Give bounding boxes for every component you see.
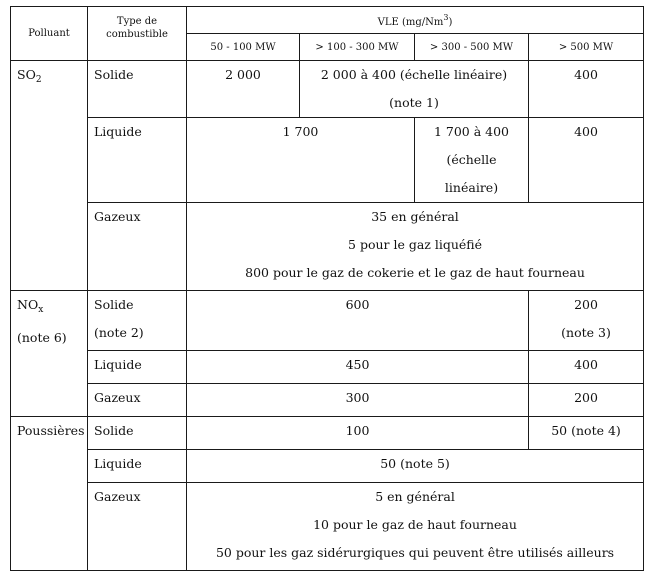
so2-solide-type: Solide <box>88 61 187 118</box>
so2-label: SO <box>17 67 36 82</box>
dust-liquide-row <box>11 450 644 483</box>
emission-limits-table <box>10 6 644 571</box>
so2-solide-v2: 2 000 à 400 (échelle linéaire) (note 1) <box>300 61 529 118</box>
dust-gazeux-line3: 50 pour les gaz sidérurgiques qui peuvent être utilisés ailleurs <box>215 545 615 560</box>
dust-liquide-v1: 50 (note 5) <box>187 450 644 483</box>
so2-gazeux-line1: 35 en général <box>371 209 459 224</box>
header-polluant <box>11 7 88 61</box>
dust-gazeux-type: Gazeux <box>88 483 187 571</box>
header-row-1 <box>11 7 644 34</box>
so2-gazeux-type: Gazeux <box>88 203 187 291</box>
nox-liquide-row <box>11 351 644 384</box>
nox-gazeux-row <box>11 384 644 417</box>
dust-solide-v2: 50 (note 4) <box>529 417 644 450</box>
so2-label-sub: 2 <box>35 75 42 85</box>
nox-gazeux-v1: 300 <box>187 384 529 417</box>
dust-solide-row <box>11 417 644 450</box>
header-vle-suffix: ) <box>448 17 453 28</box>
so2-liquide-v2-line2: (échelle linéaire) <box>444 152 499 195</box>
so2-solide-row <box>11 61 644 118</box>
header-type <box>88 7 187 61</box>
so2-label-cell <box>11 61 88 291</box>
dust-solide-v1: 100 <box>187 417 529 450</box>
so2-solide-v3: 400 <box>529 61 644 118</box>
dust-liquide-type: Liquide <box>88 450 187 483</box>
dust-gazeux-values <box>187 483 644 571</box>
nox-label-note: (note 6) <box>17 330 67 345</box>
nox-solide-v2-cell <box>529 291 644 351</box>
dust-label: Poussières <box>11 417 88 571</box>
nox-solide-v2: 200 <box>574 297 598 312</box>
dust-gazeux-row <box>11 483 644 571</box>
nox-solide-type-cell <box>88 291 187 351</box>
nox-liquide-v1: 450 <box>187 351 529 384</box>
so2-liquide-v2-cell <box>415 118 529 203</box>
header-range-2: > 100 - 300 MW <box>300 34 415 61</box>
nox-solide-type: Solide <box>94 297 134 312</box>
header-polluant-label: Polluant <box>28 28 70 39</box>
so2-solide-v1: 2 000 <box>187 61 300 118</box>
so2-liquide-v2-line1: 1 700 à 400 <box>433 124 510 139</box>
dust-gazeux-line1: 5 en général <box>375 489 455 504</box>
so2-gazeux-line2: 5 pour le gaz liquéfié <box>348 237 483 252</box>
dust-solide-type: Solide <box>88 417 187 450</box>
nox-solide-v1: 600 <box>187 291 529 351</box>
nox-gazeux-type: Gazeux <box>88 384 187 417</box>
nox-label: NO <box>17 297 39 312</box>
dust-gazeux-line2: 10 pour le gaz de haut fourneau <box>313 517 517 532</box>
so2-liquide-row <box>11 118 644 203</box>
nox-solide-type-note: (note 2) <box>94 325 144 340</box>
nox-solide-row <box>11 291 644 351</box>
nox-liquide-type: Liquide <box>88 351 187 384</box>
nox-gazeux-v2: 200 <box>529 384 644 417</box>
header-vle-prefix: VLE (mg/Nm <box>377 17 444 28</box>
nox-liquide-v2: 400 <box>529 351 644 384</box>
header-range-3: > 300 - 500 MW <box>415 34 529 61</box>
header-range-4: > 500 MW <box>529 34 644 61</box>
nox-label-cell <box>11 291 88 417</box>
header-vle-sup: 3 <box>443 13 449 22</box>
header-vle <box>187 7 644 34</box>
header-type-line1: Type de <box>116 16 158 27</box>
so2-liquide-v1: 1 700 <box>187 118 415 203</box>
so2-gazeux-row <box>11 203 644 291</box>
nox-solide-v2-note: (note 3) <box>561 325 611 340</box>
so2-gazeux-values <box>187 203 644 291</box>
header-type-line2: combustible <box>106 29 168 40</box>
so2-gazeux-line3: 800 pour le gaz de cokerie et le gaz de haut fourneau <box>245 265 585 280</box>
so2-liquide-v3: 400 <box>529 118 644 203</box>
header-range-1: 50 - 100 MW <box>187 34 300 61</box>
so2-liquide-type: Liquide <box>88 118 187 203</box>
nox-label-sub: x <box>38 305 44 315</box>
